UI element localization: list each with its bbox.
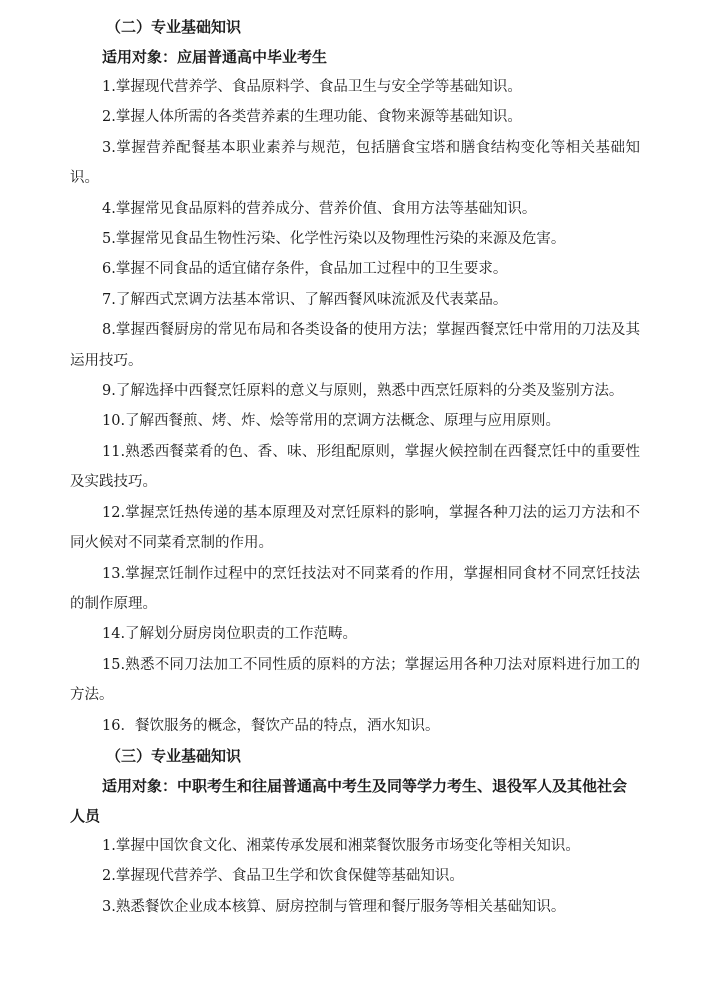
list-item: 11.熟悉西餐菜肴的色、香、味、形组配原则，掌握火候控制在西餐烹饪中的重要性及实践技巧。 <box>70 443 640 491</box>
section-3-audience: 适用对象：中职考生和往届普通高中考生及同等学力考生、退役军人及其他社会人员 <box>70 776 628 825</box>
list-item: 5.掌握常见食品生物性污染、化学性污染以及物理性污染的来源及危害。 <box>102 231 566 248</box>
list-item: 13.掌握烹饪制作过程中的烹饪技法对不同菜肴的作用，掌握相同食材不同烹饪技法的制作原理。 <box>70 565 640 612</box>
list-item: 1.掌握现代营养学、食品原料学、食品卫生与安全学等基础知识。 <box>102 79 522 95</box>
list-item: 14.了解划分厨房岗位职责的工作范畴。 <box>102 626 358 643</box>
section-2-list <box>70 72 640 741</box>
list-item: 1.掌握中国饮食文化、湘菜传承发展和湘菜餐饮服务市场变化等相关知识。 <box>102 837 580 854</box>
list-item: 4.掌握常见食品原料的营养成分、营养价值、食用方法等基础知识。 <box>102 200 537 217</box>
section-2-heading: （二）专业基础知识 <box>106 18 242 36</box>
list-item: 8.掌握西餐厨房的常见布局和各类设备的使用方法；掌握西餐烹饪中常用的刀法及其运用技巧。 <box>70 322 640 369</box>
section-2-audience: 适用对象：应届普通高中毕业考生 <box>102 48 328 66</box>
list-item: 7.了解西式烹调方法基本常识、了解西餐风味流派及代表菜品。 <box>102 291 508 308</box>
list-item: 15.熟悉不同刀法加工不同性质的原料的方法；掌握运用各种刀法对原料进行加工的方法。 <box>70 656 640 704</box>
section-3-list <box>70 831 640 922</box>
list-item: 6.掌握不同食品的适宜储存条件，食品加工过程中的卫生要求。 <box>102 261 508 278</box>
list-item: 16．餐饮服务的概念，餐饮产品的特点，酒水知识。 <box>102 717 440 734</box>
list-item: 10.了解西餐煎、烤、炸、烩等常用的烹调方法概念、原理与应用原则。 <box>102 413 561 430</box>
list-item: 3.熟悉餐饮企业成本核算、厨房控制与管理和餐厅服务等相关基础知识。 <box>102 898 566 915</box>
list-item: 9.了解选择中西餐烹饪原料的意义与原则，熟悉中西烹饪原料的分类及鉴别方法。 <box>102 383 624 400</box>
list-item: 3.掌握营养配餐基本职业素养与规范，包括膳食宝塔和膳食结构变化等相关基础知识。 <box>70 139 640 187</box>
list-item: 2.掌握人体所需的各类营养素的生理功能、食物来源等基础知识。 <box>102 109 522 126</box>
document-page <box>70 12 640 922</box>
list-item: 2.掌握现代营养学、食品卫生学和饮食保健等基础知识。 <box>102 868 464 885</box>
list-item: 12.掌握烹饪热传递的基本原理及对烹饪原料的影响，掌握各种刀法的运刀方法和不同火候对不同菜肴烹制的作用。 <box>70 504 640 552</box>
section-3-heading: （三）专业基础知识 <box>106 746 242 765</box>
